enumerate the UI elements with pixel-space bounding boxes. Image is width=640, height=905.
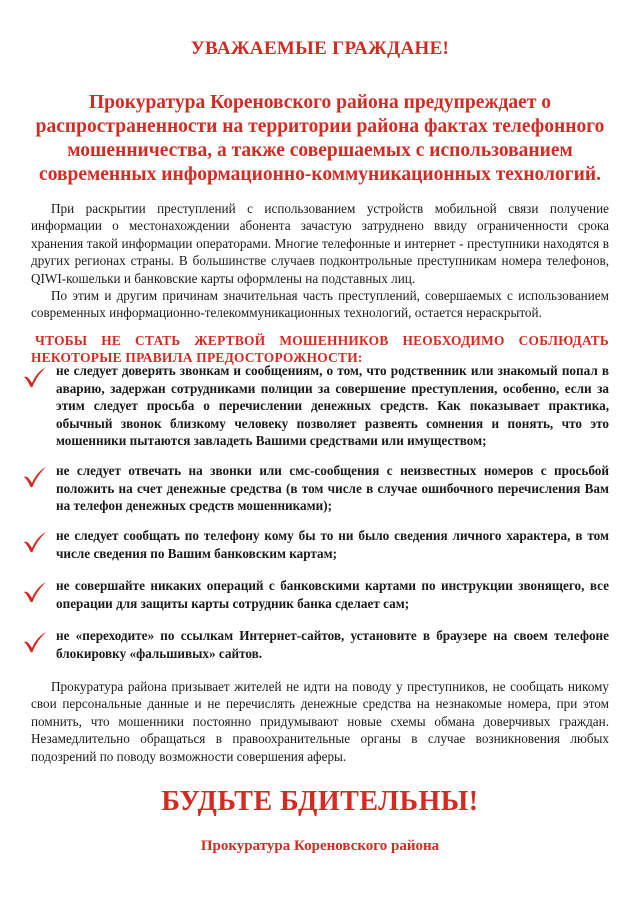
rule-text: не следует доверять звонкам и сообщениям, о том, что родственник или знакомый попал в аварию, задержан сотрудниками полиции за совершение преступления, особенно, если за этим следует просьба о перечислении денежных средств. Как показывает практика, обычный звонок близкому человеку позволяет развеять сомнения и понять, что это мошенники пытаются завладеть Вашими средствами или имуществом;	[56, 363, 609, 449]
rule-item-4	[22, 577, 609, 612]
rules-heading	[31, 332, 609, 366]
rule-item-2	[22, 462, 609, 515]
rule-item-5	[22, 627, 609, 662]
rule-text: не «переходите» по ссылкам Интернет-сайтов, установите в браузере на своем телефоне блокировку «фальшивых» сайтов.	[56, 628, 609, 661]
rule-text: не следует сообщать по телефону кому бы то ни было сведения личного характера, в том числе сведения по Вашим банковским картам;	[56, 528, 609, 561]
red-checkmark-icon	[22, 581, 48, 603]
intro-paragraph-2: По этим и другим причинам значительная часть преступлений, совершаемых с использованием современных информационно-телекоммуникационных технологий, остается нераскрытой.	[31, 288, 609, 321]
red-checkmark-icon	[22, 631, 48, 653]
warning-headline: Прокуратура Кореновского района предупреждает о распространенности на территории района фактах телефонного мошенничества, а также совершаемых с использованием современных информационно-коммуникационных технологий.	[35, 92, 605, 185]
rules-heading-text: ЧТОБЫ НЕ СТАТЬ ЖЕРТВОЙ МОШЕННИКОВ НЕОБХОДИМО СОБЛЮДАТЬ НЕКОТОРЫЕ ПРАВИЛА ПРЕДОСТОРОЖНОСТИ:	[31, 333, 609, 365]
intro-paragraph-1: При раскрытии преступлений с использованием устройств мобильной связи получение информации о местонахождении абонента зачастую затруднено ввиду ограниченности срока хранения такой информации операторами. Многие телефонные и интернет - преступники находятся в других регионах страны. В большинстве случаев подконтрольные преступникам номера телефонов, QIWI-кошельки и банковские карты оформлены на подставных лиц.	[31, 201, 609, 286]
outro-paragraph: Прокуратура района призывает жителей не идти на поводу у преступников, не сообщать никому свои персональные данные и не перечислять денежные средства на незнакомые номера, при этом помнить, что мошенники постоянно придумывают новые схемы обмана доверчивых граждан. Незамедлительно обращаться в правоохранительные органы в случае возникновения любых подозрений по поводу возможности совершения аферы.	[31, 679, 609, 764]
rule-text: не совершайте никаких операций с банковскими картами по инструкции звонящего, все операции для защиты карты сотрудник банка сделает сам;	[56, 578, 609, 611]
rule-item-3	[22, 527, 609, 562]
vigilance-slogan: БУДЬТЕ БДИТЕЛЬНЫ!	[161, 786, 479, 817]
rule-item-1	[22, 362, 609, 450]
red-checkmark-icon	[22, 466, 48, 488]
signature: Прокуратура Кореновского района	[200, 838, 440, 854]
rule-text: не следует отвечать на звонки или смс-сообщения с неизвестных номеров с просьбой положить на счет денежные средства (в том числе в случае ошибочного перечисления Вам на телефон денежных средств мошенниками);	[56, 463, 609, 514]
intro-section	[31, 200, 609, 322]
red-checkmark-icon	[22, 531, 48, 553]
greeting-title: УВАЖАЕМЫЕ ГРАЖДАНЕ!	[190, 38, 450, 59]
red-checkmark-icon	[22, 366, 48, 388]
